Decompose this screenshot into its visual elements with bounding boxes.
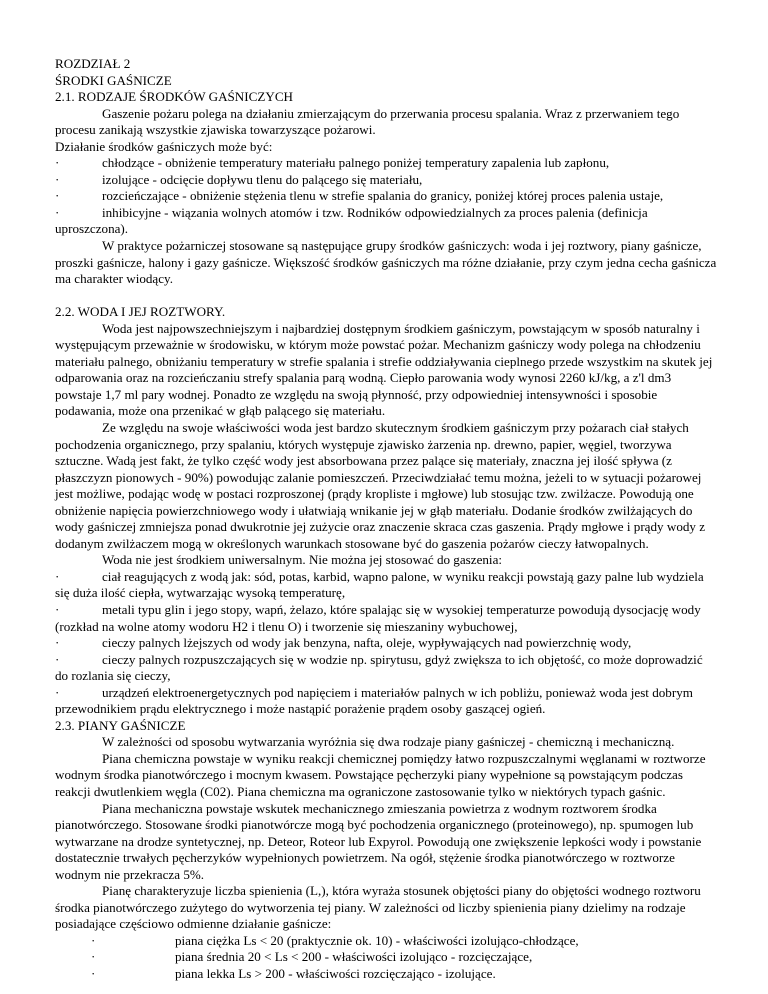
section-heading: 2.1. RODZAJE ŚRODKÓW GAŚNICZYCH: [55, 89, 294, 105]
list-item: · rozcieńczające - obniżenie stężenia tlenu w strefie spalania do granicy, poniżej której proces palenia ustaje,: [55, 188, 717, 205]
paragraph: Piana chemiczna powstaje w wyniku reakcji chemicznej pomiędzy łatwo rozpuszczalnymi węglanami w roztworze wodnym środka pianotwórczego i mocnym kwasem. Powstające pęcherzyki piany wypełnione są powstającym podczas reakcji dwutlenkiem węgla (C02). Piana chemiczna ma ograniczone zastosowanie tylko w niektórych typach gaśnic.: [55, 750, 706, 800]
list-item: · piana ciężka Ls < 20 (praktycznie ok. 10) - właściwości izolująco-chłodzące,: [55, 933, 717, 950]
list-item-text: piana średnia 20 < Ls < 200 - właściwości izolująco - rozcięczające,: [175, 949, 533, 965]
list-item: · piana lekka Ls > 200 - właściwości rozcięczająco - izolujące.: [55, 966, 717, 983]
paragraph: Działanie środków gaśniczych może być:: [55, 138, 273, 154]
list-item-text: rozcieńczające - obniżenie stężenia tlenu w strefie spalania do granicy, poniżej której proces palenia ustaje,: [102, 188, 664, 204]
list-item: · izolujące - odcięcie dopływu tlenu do palącego się materiału,: [55, 172, 717, 189]
list-item-text: inhibicyjne - wiązania wolnych atomów i tzw. Rodników odpowiedzialnych za proces palenia (definicja uproszczona).: [55, 204, 648, 237]
list-item: · cieczy palnych lżejszych od wody jak benzyna, nafta, oleje, wypływających nad powierzchnię wody,: [55, 635, 717, 652]
list-item-text: piana ciężka Ls < 20 (praktycznie ok. 10) - właściwości izolująco-chłodzące,: [175, 932, 579, 948]
section-heading: 2.2. WODA I JEJ ROZTWORY.: [55, 304, 226, 320]
chapter-number: ROZDZIAŁ 2: [55, 56, 131, 71]
paragraph: Gaszenie pożaru polega na działaniu zmierzającym do przerwania procesu spalania. Wraz z przerwaniem tego procesu zanikają wszystkie zjawiska towarzyszące pożarowi.: [55, 105, 680, 138]
list-item-text: metali typu glin i jego stopy, wapń, żelazo, które spalając się w wysokiej temperaturze powodują dysocjację wody (rozkład na wolne atomy wodoru H2 i tlenu O) i tworzenie się mieszaniny wybuchowej,: [55, 602, 701, 634]
list-item: · chłodzące - obniżenie temperatury materiału palnego poniżej temperatury zapalenia lub zapłonu,: [55, 155, 717, 172]
list-item: · metali typu glin i jego stopy, wapń, żelazo, które spalając się w wysokiej temperaturze powodują dysocjację wody (rozkład na wolne atomy wodoru H2 i tlenu O) i tworzenie się mieszaniny wybuchowej,: [55, 602, 717, 635]
paragraph: Woda jest najpowszechniejszym i najbardziej dostępnym środkiem gaśniczym, powstającym w sposób naturalny i występującym przeważnie w środowisku, w którym może powstać pożar. Mechanizm gaśniczy wody polega na chłodzeniu materiału palnego, obniżaniu temperatury w strefie spalania i strefie oddziaływania cieplnego przede wszystkim na skutek jej odparowania oraz na rozcieńczaniu strefy spalania parą wodną. Ciepło parowania wody wynosi 2260 kJ/kg, a z'l dm3 powstaje 1,7 ml pary wodnej. Ponadto ze względu na swoją płynność, przy odpowiedniej intensywności i sposobie podawania, może ona przenikać w głąb palącego się materiału.: [55, 320, 713, 419]
paragraph: Pianę charakteryzuje liczba spienienia (L,), która wyraża stosunek objętości piany do objętości wodnego roztworu środka pianotwórczego zużytego do wytworzenia tej piany. W zależności od liczby spienienia piany dzielimy na rodzaje posiadające częściowo odmienne działanie gaśnicze:: [55, 883, 701, 932]
list-item-text: izolujące - odcięcie dopływu tlenu do palącego się materiału,: [102, 171, 423, 187]
list-item-text: piana lekka Ls > 200 - właściwości rozcięczająco - izolujące.: [175, 966, 496, 982]
document-page: [55, 56, 717, 983]
list-item: · inhibicyjne - wiązania wolnych atomów i tzw. Rodników odpowiedzialnych za proces palenia (definicja uproszczona).: [55, 205, 717, 238]
paragraph: Ze względu na swoje właściwości woda jest bardzo skutecznym środkiem gaśniczym przy pożarach ciał stałych pochodzenia organicznego, przy spalaniu, których występuje zjawisko żarzenia np. drewno, papier, węgiel, tworzywa sztuczne. Wadą jest fakt, że tylko część wody jest absorbowana przez palące się materiały, znaczna jej ilość spływa (z płaszczyzn pionowych - 90%) powodując zalanie pomieszczeń. Przeciwdziałać temu można, jeżeli to w sytuacji pożarowej jest możliwe, podając wodę w postaci rozproszonej (prądy kropliste i mgłowe) lub stosując tzw. zwilżacze. Powodują one obniżenie napięcia powierzchniowego wody i ułatwiają wnikanie jej w głąb materiału. Dodanie środków zwilżających do wody gaśniczej zmniejsza ponad dwukrotnie jej zużycie oraz znaczenie skraca czas gaszenia. Prądy mgłowe i prądy wody z dodanym zwilżaczem mogą w określonych warunkach stosowane być do gaszenia pożarów cieczy łatwopalnych.: [55, 419, 706, 551]
paragraph: Piana mechaniczna powstaje wskutek mechanicznego zmieszania powietrza z wodnym roztworem środka pianotwórczego. Stosowane środki pianotwórcze mogą być pochodzenia organicznego (proteinowego), np. spumogen lub wytwarzane na drodze syntetycznej, np. Deteor, Roteor lub Expyrol. Powodują one zwiększenie lepkości wody i powstanie dostatecznie trwałych pęcherzyków wypełnionych powietrzem. Na ogół, stężenie środka pianotwórczego w roztworze wodnym nie przekracza 5%.: [55, 800, 702, 882]
list-item: · cieczy palnych rozpuszczających się w wodzie np. spirytusu, gdyż zwiększa to ich objętość, co może doprowadzić do rozlania się cieczy,: [55, 652, 717, 685]
chapter-title: ŚRODKI GAŚNICZE: [55, 72, 172, 88]
list-item-text: ciał reagujących z wodą jak: sód, potas, karbid, wapno palone, w wyniku reakcji powstają gazy palne lub wydziela się duża ilość ciepła, wytwarzając wysoką temperaturę,: [55, 568, 704, 601]
paragraph: W praktyce pożarniczej stosowane są następujące grupy środków gaśniczych: woda i jej roztwory, piany gaśnicze, proszki gaśnicze, halony i gazy gaśnicze. Większość środków gaśniczych ma różne działanie, przy czym jedna cecha gaśnicza ma charakter wiodący.: [55, 238, 717, 287]
paragraph: Woda nie jest środkiem uniwersalnym. Nie można jej stosować do gaszenia:: [102, 552, 503, 568]
paragraph: W zależności od sposobu wytwarzania wyróżnia się dwa rodzaje piany gaśniczej - chemiczną i mechaniczną.: [102, 734, 675, 750]
section-spacer: [55, 288, 717, 305]
list-item-text: cieczy palnych lżejszych od wody jak benzyna, nafta, oleje, wypływających nad powierzchnię wody,: [102, 635, 632, 651]
list-item: · piana średnia 20 < Ls < 200 - właściwości izolująco - rozcięczające,: [55, 949, 717, 966]
list-item-text: urządzeń elektroenergetycznych pod napięciem i materiałów palnych w ich pobliżu, ponieważ woda jest dobrym przewodnikiem prądu elektrycznego i może nastąpić porażenie prądem osoby gaszącej ogień.: [55, 684, 693, 717]
list-item-text: chłodzące - obniżenie temperatury materiału palnego poniżej temperatury zapalenia lub zapłonu,: [102, 155, 610, 171]
section-heading: 2.3. PIANY GAŚNICZE: [55, 717, 186, 733]
list-item: · ciał reagujących z wodą jak: sód, potas, karbid, wapno palone, w wyniku reakcji powstają gazy palne lub wydziela się duża ilość ciepła, wytwarzając wysoką temperaturę,: [55, 569, 717, 602]
list-item: · urządzeń elektroenergetycznych pod napięciem i materiałów palnych w ich pobliżu, ponieważ woda jest dobrym przewodnikiem prądu elektrycznego i może nastąpić porażenie prądem osoby gaszącej ogień.: [55, 685, 717, 718]
list-item-text: cieczy palnych rozpuszczających się w wodzie np. spirytusu, gdyż zwiększa to ich objętość, co może doprowadzić do rozlania się cieczy,: [55, 651, 703, 684]
